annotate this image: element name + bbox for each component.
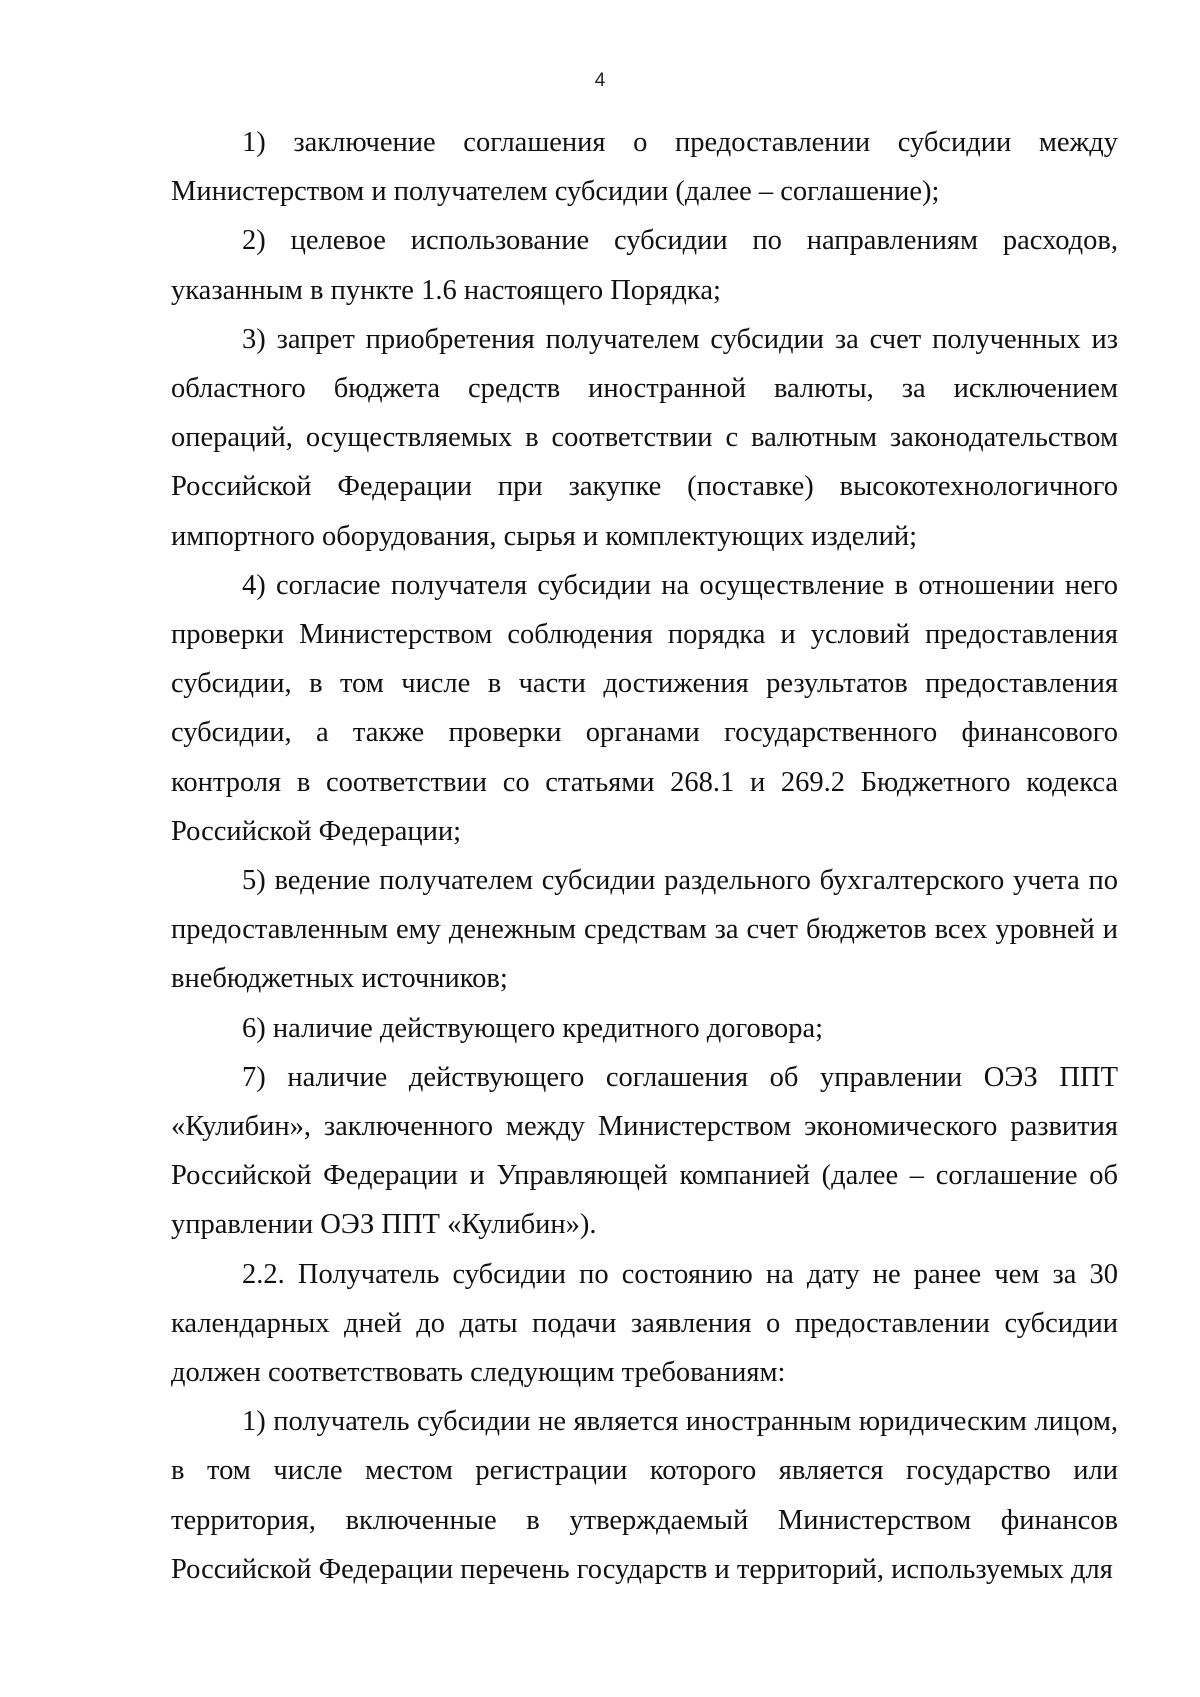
paragraph-item-4: 4) согласие получателя субсидии на осуществление в отношении него проверки Министерством соблюдения порядка и условий предоставления субсидии, в том числе в части достижения результатов предоставления субсидии, а также проверки органами государственного финансового контроля в соответствии со статьями 268.1 и 269.2 Бюджетного кодекса Российской Федерации; [171,569,1118,847]
paragraph-item-6: 6) наличие действующего кредитного договора; [242,1012,824,1044]
paragraph-item-3: 3) запрет приобретения получателем субсидии за счет полученных из областного бюджета средств иностранной валюты, за исключением операций, осуществляемых в соответствии с валютным законодательством Российской Федерации при закупке (поставке) высокотехнологичного импортного оборудования, сырья и комплектующих изделий; [171,323,1118,552]
paragraph-item-5: 5) ведение получателем субсидии раздельного бухгалтерского учета по предоставленным ему денежным средствам за счет бюджетов всех уровней и внебюджетных источников; [171,865,1118,995]
document-body [171,118,1118,1594]
paragraph-item-7: 7) наличие действующего соглашения об управлении ОЭЗ ППТ «Кулибин», заключенного между Министерством экономического развития Российской Федерации и Управляющей компанией (далее – соглашение об управлении ОЭЗ ППТ «Кулибин»). [171,1061,1118,1241]
page-number: 4 [594,70,606,91]
paragraph-section-2-2: 2.2. Получатель субсидии по состоянию на дату не ранее чем за 30 календарных дней до даты подачи заявления о предоставлении субсидии должен соответствовать следующим требованиям: [171,1258,1118,1389]
paragraph-item-1: 1) заключение соглашения о предоставлении субсидии между Министерством и получателем субсидии (далее – соглашение); [171,127,1118,208]
paragraph-item-2: 2) целевое использование субсидии по направлениям расходов, указанным в пункте 1.6 настоящего Порядка; [171,225,1118,306]
paragraph-requirement-1: 1) получатель субсидии не является иностранным юридическим лицом, в том числе местом регистрации которого является государство или территория, включенные в утверждаемый Министерством финансов Российской Федерации перечень государств и территорий, используемых для [171,1406,1118,1585]
